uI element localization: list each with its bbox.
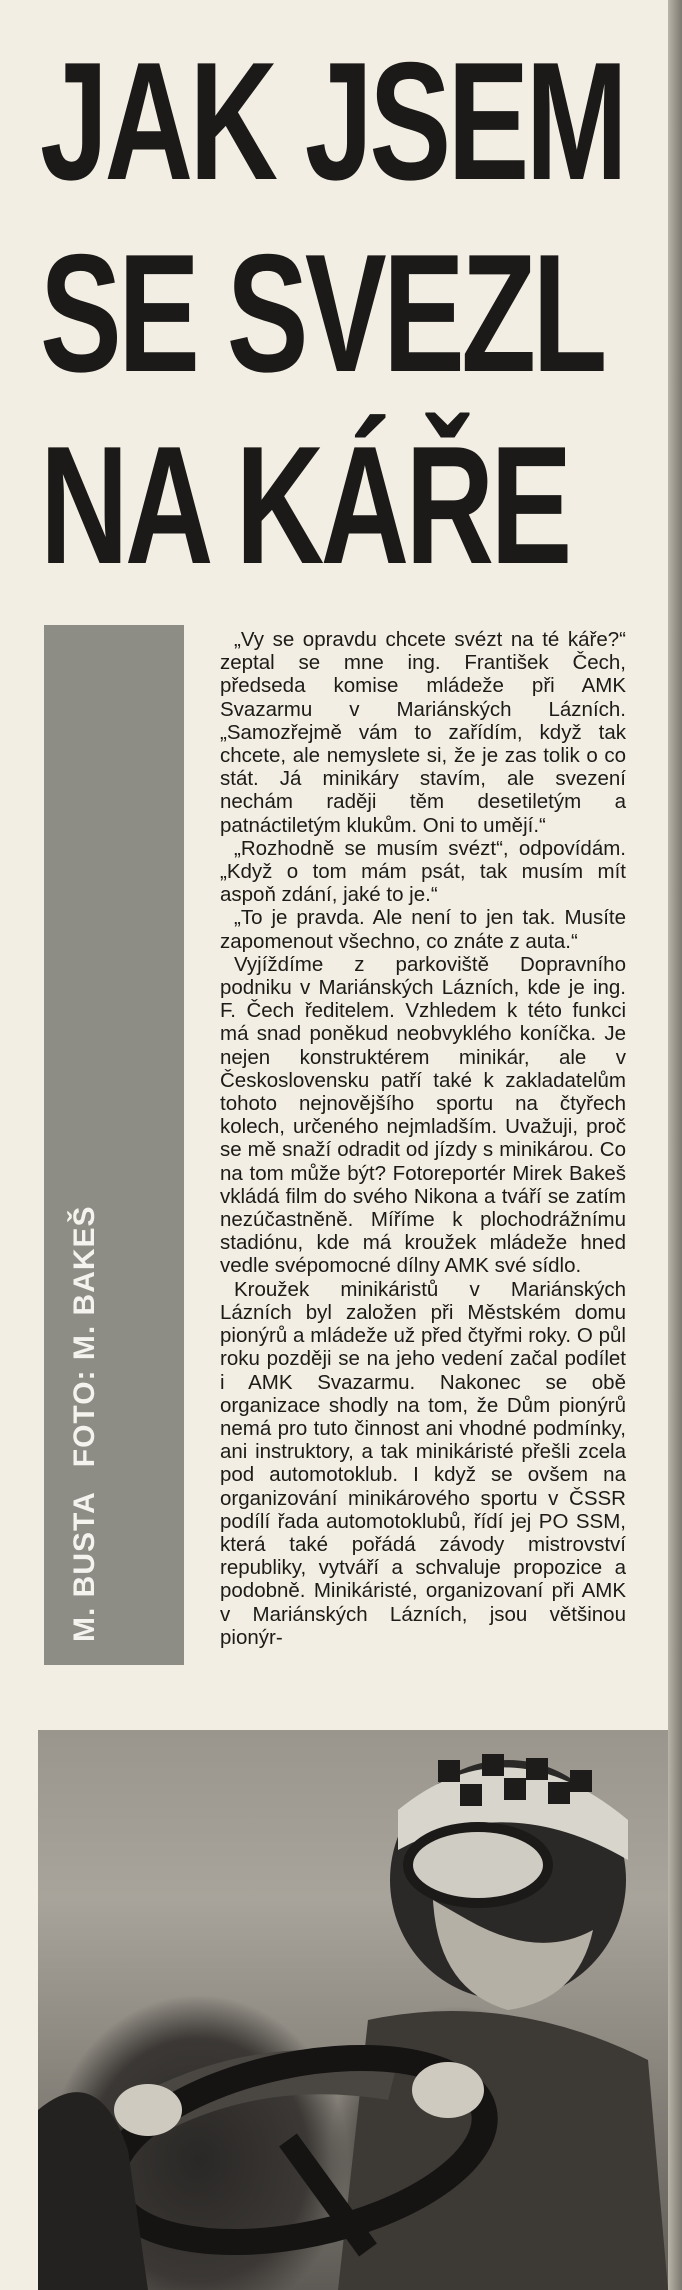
article-paragraph: Kroužek minikáristů v Mariánských Lázních byl založen při Městském domu pionýrů a mládeže už před čtyřmi roky. O půl roku později se na jeho vedení začal podílet i AMK Svazarmu. Nakonec se obě organizace shodly na tom, že Dům pionýrů nemá pro tuto činnost ani vhodné podmínky, ani instruktory, a tak minikáristé přešli zcela pod automotoklub. I když se ovšem na organizování minikárového sportu v ČSSR podílí řada automotoklubů, řídí jej PO SSM, která také pořádá závody mistrovství republiky, vytváří a schvaluje propozice a podobně. Minikáristé, organizovaní při AMK v Mariánských Lázních, jsou většinou pionýr- <box>220 1277 626 1649</box>
headline-line-2: SE SVEZL <box>40 219 604 407</box>
photo-illustration <box>38 1730 668 2290</box>
page-edge <box>668 0 682 2290</box>
credit-bar <box>44 625 184 1665</box>
article-paragraph: Vyjíždíme z parkoviště Dopravního podniku v Mariánských Lázních, kde je ing. F. Čech ředitelem. Vzhledem k této funkci má snad poněkud neobvyklého koníčka. Je nejen konstruktérem minikár, ale v Československu patří také k zakladatelům tohoto nejnovějšího sportu na čtyřech kolech, určeného nejmladším. Uvažuji, proč se mě snaží odradit od jízdy s minikárou. Co na tom může být? Fotoreportér Mirek Bakeš vkládá film do svého Nikona a tváří se zatím nezúčastněně. Míříme k plochodrážnímu stadiónu, kde má kroužek mládeže hned vedle svépomocné dílny AMK své sídlo. <box>220 952 626 1278</box>
article-text <box>220 628 626 1649</box>
article-paragraph: „To je pravda. Ale není to jen tak. Musíte zapomenout všechno, co znáte z auta.“ <box>220 906 626 953</box>
article-paragraph: „Vy se opravdu chcete svézt na té káře?“ zeptal se mne ing. František Čech, předseda komise mládeže při AMK Svazarmu v Mariánských Lázních. „Samozřejmě vám to zařídím, když tak chcete, ale nemyslete si, že je zas tolik o co stát. Já minikáry stavím, ale svezení nechám raději těm desetiletým a patnáctiletým klukům. Oni to umějí.“ <box>220 628 626 837</box>
headline-line-3: NA KÁŘE <box>40 411 569 599</box>
photo-credit: FOTO: M. BAKEŠ <box>68 1205 101 1468</box>
headline-line-1: JAK JSEM <box>40 27 625 215</box>
credits <box>68 1205 102 1642</box>
author-credit: M. BUSTA <box>68 1491 101 1642</box>
article-paragraph: „Rozhodně se musím svézt“, odpovídám. „Když o tom mám psát, tak musím mít aspoň zdání, jaké to je.“ <box>220 836 626 907</box>
photo-boy-driving-minikart <box>38 1730 668 2290</box>
goggles-shape <box>408 1827 548 1903</box>
headline <box>40 27 625 599</box>
